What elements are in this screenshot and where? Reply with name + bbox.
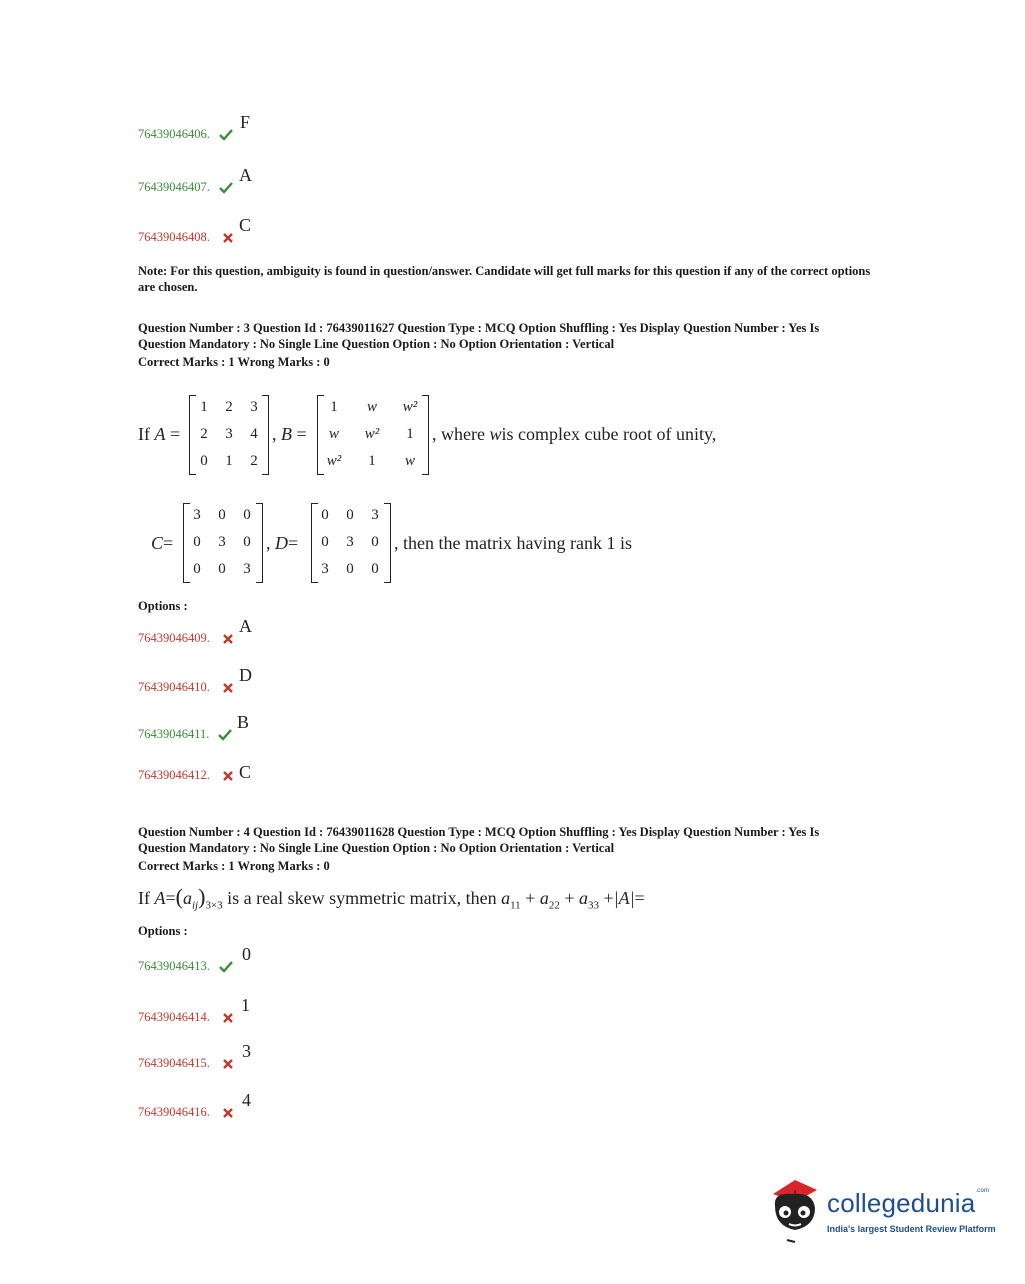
var-w: w [489,424,502,444]
bracket-right [422,395,429,475]
matrix-cell: 3 [321,561,329,577]
matrix-cell: w² [402,399,418,415]
question-header-line2: Question Mandatory : No Single Line Question Option : No Option Orientation : Vertical [138,841,615,855]
cross-icon [221,1058,235,1070]
option-id: 76439046416. [138,1105,210,1119]
option-id: 76439046408. [138,230,210,244]
var-a: A [154,424,166,444]
question-if [138,424,180,445]
matrix-cell: 2 [200,426,208,442]
matrix-cell: 1 [368,453,376,469]
matrix-cell: 1 [406,426,414,442]
d-label [266,533,298,554]
check-icon [219,182,233,194]
cross-icon [221,633,235,645]
option-id: 76439046410. [138,680,210,694]
plus: + [564,888,575,908]
matrix-cell: 4 [250,426,258,442]
option-value: B [237,712,250,732]
ambiguity-note: Note: For this question, ambiguity is found in question/answer. Candidate will get full marks for this question if any of the correct options are chosen. [138,264,871,294]
var-c: C [151,533,164,553]
option-id: 76439046406. [138,127,210,141]
b-label [272,424,307,445]
cross-icon [221,1012,235,1024]
matrix-cell: 0 [321,534,329,550]
option-value: 1 [241,995,250,1015]
matrix-cell: 0 [243,534,251,550]
rank-text: , then the matrix having rank 1 is [394,533,632,553]
matrix-b [317,395,429,475]
matrix-cell: 0 [193,561,201,577]
matrix-cell: 3 [250,399,258,415]
option-value: C [239,215,252,235]
matrix-cell: 1 [200,399,208,415]
matrix-cell: 0 [346,507,354,523]
where-text [432,424,716,445]
question-header [138,824,898,874]
question-header [138,320,898,370]
cross-icon [221,682,235,694]
question-marks: Correct Marks : 1 Wrong Marks : 0 [138,355,330,369]
matrix-cell: w [404,453,415,469]
comma: , [272,424,277,444]
matrix-cell: 0 [371,534,379,550]
paren-open: ( [175,884,183,909]
elem-a: a [182,888,192,908]
option-id: 76439046415. [138,1056,210,1070]
tagline: India's largest Student Review Platform [827,1224,996,1234]
matrix-cell: 0 [200,453,208,469]
option-id: 76439046413. [138,959,210,973]
matrix-cell: w [328,426,339,442]
brand-name [827,1188,989,1219]
var-a: A [154,888,166,908]
matrix-cell: 0 [218,507,226,523]
equals: = [296,424,307,444]
cube-root-text: is complex cube root of unity, [501,424,717,444]
collegedunia-logo [765,1176,995,1246]
brand-text: collegedunia [827,1188,976,1218]
matrix-cell: 3 [218,534,226,550]
equals: = [165,888,176,908]
question-header-line2: Question Mandatory : No Single Line Question Option : No Option Orientation : Vertical [138,337,615,351]
check-icon [218,729,232,741]
if-text: If [138,424,150,444]
matrix-c [183,503,263,583]
matrix-cell: w [366,399,377,415]
matrix-cell: 0 [346,561,354,577]
matrix-cell: 2 [250,453,258,469]
matrix-cell: 3 [225,426,233,442]
where: , where [432,424,485,444]
question-stem [138,884,645,912]
equals: = [634,888,645,908]
stem-text: is a real skew symmetric matrix, then [227,888,497,908]
cross-icon [221,770,235,782]
option-id: 76439046409. [138,631,210,645]
var-b: B [281,424,292,444]
option-value: 0 [242,944,251,964]
subscript-dim: 3×3 [205,899,223,912]
matrix-cell: 2 [225,399,233,415]
paren-close: ) [198,884,206,909]
var-d: D [275,533,288,553]
matrix-d [311,503,391,583]
plus: + [525,888,536,908]
option-id: 76439046412. [138,768,210,782]
matrix-cell: 0 [193,534,201,550]
cross-icon [221,232,235,244]
equals: = [163,533,174,553]
term-a11: a [501,888,511,908]
matrix-cell: 3 [193,507,201,523]
mascot-icon [765,1176,825,1246]
equals: = [170,424,181,444]
subscript-22: 22 [548,899,560,912]
matrix-cell: 3 [243,561,251,577]
matrix-cell: w² [326,453,342,469]
matrix-cell: 1 [225,453,233,469]
option-id: 76439046414. [138,1010,210,1024]
subscript-11: 11 [510,899,521,912]
option-value: A [239,165,252,185]
option-value: A [239,616,252,636]
option-value: C [239,762,252,782]
option-id: 76439046411. [138,727,210,741]
matrix-cell: 3 [371,507,379,523]
equals: = [288,533,299,553]
matrix-cell: 0 [371,561,379,577]
options-label: Options : [138,599,188,613]
option-value: F [240,112,251,132]
option-value: D [239,665,252,685]
matrix-cell: 0 [243,507,251,523]
check-icon [219,961,233,973]
matrix-a [189,395,269,475]
subscript-ij: ij [191,899,199,912]
abs-det: |A| [613,888,635,908]
question-marks: Correct Marks : 1 Wrong Marks : 0 [138,859,330,873]
c-label [151,533,173,554]
matrix-cell: 0 [218,561,226,577]
brand-tld: .com [975,1188,990,1194]
matrix-cell: 1 [330,399,338,415]
comma: , [266,533,271,553]
option-value: 3 [242,1041,251,1061]
check-icon [219,129,233,141]
cross-icon [221,1107,235,1119]
matrix-cell: w² [364,426,380,442]
option-id: 76439046407. [138,180,210,194]
term-a33: a [578,888,588,908]
matrix-cell: 0 [321,507,329,523]
if-text: If [138,888,150,908]
question-header-line1: Question Number : 3 Question Id : 76439011627 Question Type : MCQ Option Shuffling : Yes Display Question Number : Yes Is [138,321,820,335]
question-header-line1: Question Number : 4 Question Id : 76439011628 Question Type : MCQ Option Shuffling : Yes Display Question Number : Yes Is [138,825,820,839]
subscript-33: 33 [587,899,599,912]
options-label: Options : [138,924,188,938]
option-value: 4 [242,1090,251,1110]
plus: + [603,888,614,908]
matrix-cell: 3 [346,534,354,550]
term-a22: a [539,888,549,908]
